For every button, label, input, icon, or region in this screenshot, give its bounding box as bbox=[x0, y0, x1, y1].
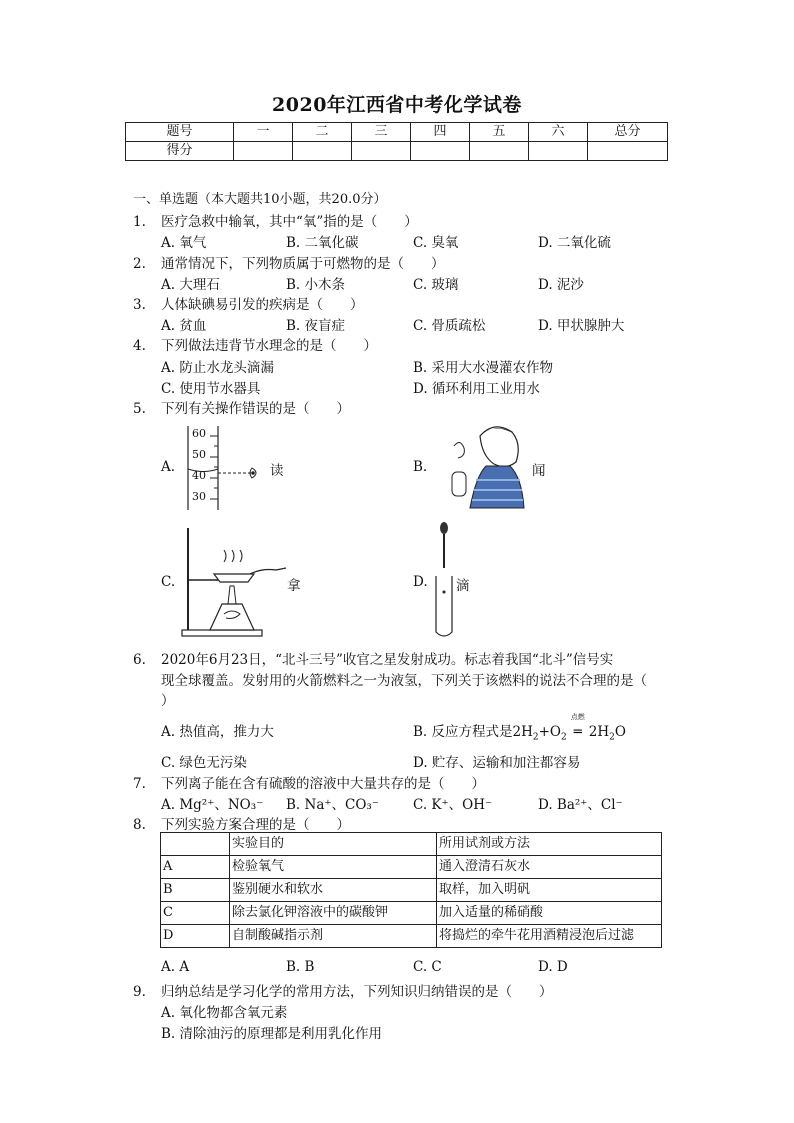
question-number: 7. bbox=[133, 776, 146, 792]
question-text: 下列有关操作错误的是（ ） bbox=[161, 401, 350, 417]
question-9 bbox=[133, 980, 553, 1000]
option-a[interactable]: A. bbox=[161, 459, 176, 475]
question-8 bbox=[133, 813, 350, 833]
option-c[interactable]: C. C bbox=[413, 959, 442, 975]
table-cell: 检验氧气 bbox=[230, 856, 437, 879]
question-number: 2. bbox=[133, 256, 146, 272]
question-text: 下列做法违背节水理念的是（ ） bbox=[161, 338, 377, 354]
option-c[interactable]: C. 臭氧 bbox=[413, 235, 459, 251]
experiment-table bbox=[160, 832, 662, 948]
score-header-cell: 二 bbox=[293, 123, 352, 142]
table-header-cell bbox=[161, 833, 230, 856]
score-cell[interactable] bbox=[234, 142, 293, 161]
option-a[interactable]: A. Mg²⁺、NO₃⁻ bbox=[161, 797, 264, 813]
page-title: 2020年江西省中考化学试卷 bbox=[272, 94, 522, 116]
question-4 bbox=[133, 334, 377, 354]
question-text: ） bbox=[161, 693, 175, 709]
option-b[interactable]: B. 采用大水漫灌农作物 bbox=[413, 360, 554, 376]
option-b[interactable]: B. bbox=[413, 459, 428, 475]
option-b[interactable]: B. 夜盲症 bbox=[286, 318, 346, 334]
option-d[interactable]: D. 甲状腺肿大 bbox=[538, 318, 625, 334]
option-c[interactable]: C. 绿色无污染 bbox=[161, 755, 247, 771]
table-header-cell: 实验目的 bbox=[230, 833, 437, 856]
question-text: 下列离子能在含有硫酸的溶液中大量共存的是（ ） bbox=[161, 776, 485, 792]
question-number: 8. bbox=[133, 817, 146, 833]
question-number: 5. bbox=[133, 401, 146, 417]
option-a[interactable]: A. A bbox=[161, 959, 190, 975]
question-text: 通常情况下，下列物质属于可燃物的是（ ） bbox=[161, 256, 445, 272]
question-text: 归纳总结是学习化学的常用方法，下列知识归纳错误的是（ ） bbox=[161, 984, 553, 1000]
score-header-cell: 六 bbox=[529, 123, 588, 142]
option-c[interactable]: C. 使用节水器具 bbox=[161, 381, 261, 397]
smelling-person-figure bbox=[436, 416, 532, 516]
table-row bbox=[161, 925, 662, 948]
question-text: 下列实验方案合理的是（ ） bbox=[161, 817, 350, 833]
question-6 bbox=[133, 648, 613, 668]
question-1 bbox=[133, 210, 418, 230]
question-2 bbox=[133, 252, 445, 272]
table-cell: 通入澄清石灰水 bbox=[437, 856, 662, 879]
option-d[interactable]: D. 循环利用工业用水 bbox=[413, 381, 540, 397]
option-b[interactable]: B. Na⁺、CO₃⁻ bbox=[286, 797, 379, 813]
option-c[interactable]: C. 玻璃 bbox=[413, 277, 459, 293]
score-cell[interactable] bbox=[588, 142, 668, 161]
option-a[interactable]: A. 氧气 bbox=[161, 235, 207, 251]
option-d[interactable]: D. 二氧化硫 bbox=[538, 235, 611, 251]
score-header-cell: 三 bbox=[352, 123, 411, 142]
table-cell: 除去氯化钾溶液中的碳酸钾 bbox=[230, 902, 437, 925]
option-c[interactable]: C. K⁺、OH⁻ bbox=[413, 797, 493, 813]
question-number: 1. bbox=[133, 214, 146, 230]
figure-label-read: 读 bbox=[270, 463, 284, 479]
question-text: 现全球覆盖。发射用的火箭燃料之一为液氢，下列关于该燃料的说法不合理的是（ bbox=[161, 673, 647, 689]
option-c[interactable]: C. 骨质疏松 bbox=[413, 318, 486, 334]
option-d[interactable]: D. Ba²⁺、Cl⁻ bbox=[538, 797, 623, 813]
score-cell[interactable] bbox=[352, 142, 411, 161]
option-b[interactable]: B. 清除油污的原理都是利用乳化作用 bbox=[161, 1026, 383, 1042]
question-number: 9. bbox=[133, 984, 146, 1000]
table-header-cell: 所用试剂或方法 bbox=[437, 833, 662, 856]
option-b[interactable]: B. B bbox=[286, 959, 315, 975]
figure-label-smell: 闻 bbox=[532, 463, 546, 479]
reaction-condition: 点燃 bbox=[570, 713, 585, 721]
option-b[interactable]: B. 二氧化碳 bbox=[286, 235, 359, 251]
reaction-equation: $2H_2+O_2$ 点燃 ═ $2H_2O$ bbox=[512, 713, 626, 743]
question-7 bbox=[133, 772, 485, 792]
score-header-cell: 四 bbox=[411, 123, 470, 142]
table-cell: D bbox=[161, 925, 230, 948]
question-number: 6. bbox=[133, 652, 146, 668]
score-cell[interactable] bbox=[529, 142, 588, 161]
option-d[interactable]: D. 泥沙 bbox=[538, 277, 584, 293]
score-header-cell: 题号 bbox=[126, 123, 234, 142]
score-cell[interactable] bbox=[293, 142, 352, 161]
figure-label-drip: 滴 bbox=[456, 578, 470, 594]
table-cell: 鉴别硬水和软水 bbox=[230, 879, 437, 902]
option-a[interactable]: A. 防止水龙头滴漏 bbox=[161, 360, 274, 376]
figure-label-take: 拿 bbox=[287, 578, 301, 594]
option-b-text: B. 反应方程式是 bbox=[413, 724, 513, 740]
table-cell: 自制酸碱指示剂 bbox=[230, 925, 437, 948]
score-header-cell: 五 bbox=[470, 123, 529, 142]
score-cell[interactable] bbox=[470, 142, 529, 161]
score-row-label: 得分 bbox=[126, 142, 234, 161]
cylinder-tick-label: 60 bbox=[192, 427, 206, 440]
section-heading: 一、单选题（本大题共10小题，共20.0分） bbox=[133, 192, 387, 207]
option-b[interactable] bbox=[413, 713, 626, 743]
table-row bbox=[161, 856, 662, 879]
option-d[interactable]: D. D bbox=[538, 959, 568, 975]
table-cell: A bbox=[161, 856, 230, 879]
heating-stand-figure bbox=[180, 524, 290, 639]
option-d[interactable]: D. bbox=[413, 574, 428, 590]
score-header-cell: 一 bbox=[234, 123, 293, 142]
option-d[interactable]: D. 贮存、运输和加注都容易 bbox=[413, 755, 581, 771]
dropper-testtube-figure bbox=[432, 520, 456, 642]
table-cell: 将捣烂的牵牛花用酒精浸泡后过滤 bbox=[437, 925, 662, 948]
question-text: 医疗急救中输氧，其中“氧”指的是（ ） bbox=[161, 214, 418, 230]
option-a[interactable]: A. 氧化物都含氧元素 bbox=[161, 1005, 288, 1021]
table-cell: 取样，加入明矾 bbox=[437, 879, 662, 902]
question-5 bbox=[133, 397, 350, 417]
cylinder-tick-label: 40 bbox=[192, 469, 206, 482]
table-row bbox=[161, 879, 662, 902]
option-b[interactable]: B. 小木条 bbox=[286, 277, 346, 293]
question-text: 人体缺碘易引发的疾病是（ ） bbox=[161, 297, 364, 313]
option-a[interactable]: A. 热值高，推力大 bbox=[161, 724, 274, 740]
question-text: 2020年6月23日，“北斗三号”收官之星发射成功。标志着我国“北斗”信号实 bbox=[161, 652, 614, 668]
score-table bbox=[125, 122, 668, 161]
table-row bbox=[161, 902, 662, 925]
question-number: 3. bbox=[133, 297, 146, 313]
table-cell: 加入适量的稀硝酸 bbox=[437, 902, 662, 925]
score-header-cell: 总分 bbox=[588, 123, 668, 142]
option-a[interactable]: A. 大理石 bbox=[161, 277, 220, 293]
table-cell: B bbox=[161, 879, 230, 902]
option-c[interactable]: C. bbox=[161, 574, 176, 590]
question-number: 4. bbox=[133, 338, 146, 354]
question-3 bbox=[133, 293, 364, 313]
cylinder-tick-label: 30 bbox=[192, 490, 206, 503]
score-cell[interactable] bbox=[411, 142, 470, 161]
table-cell: C bbox=[161, 902, 230, 925]
cylinder-tick-label: 50 bbox=[192, 448, 206, 461]
option-a[interactable]: A. 贫血 bbox=[161, 318, 207, 334]
